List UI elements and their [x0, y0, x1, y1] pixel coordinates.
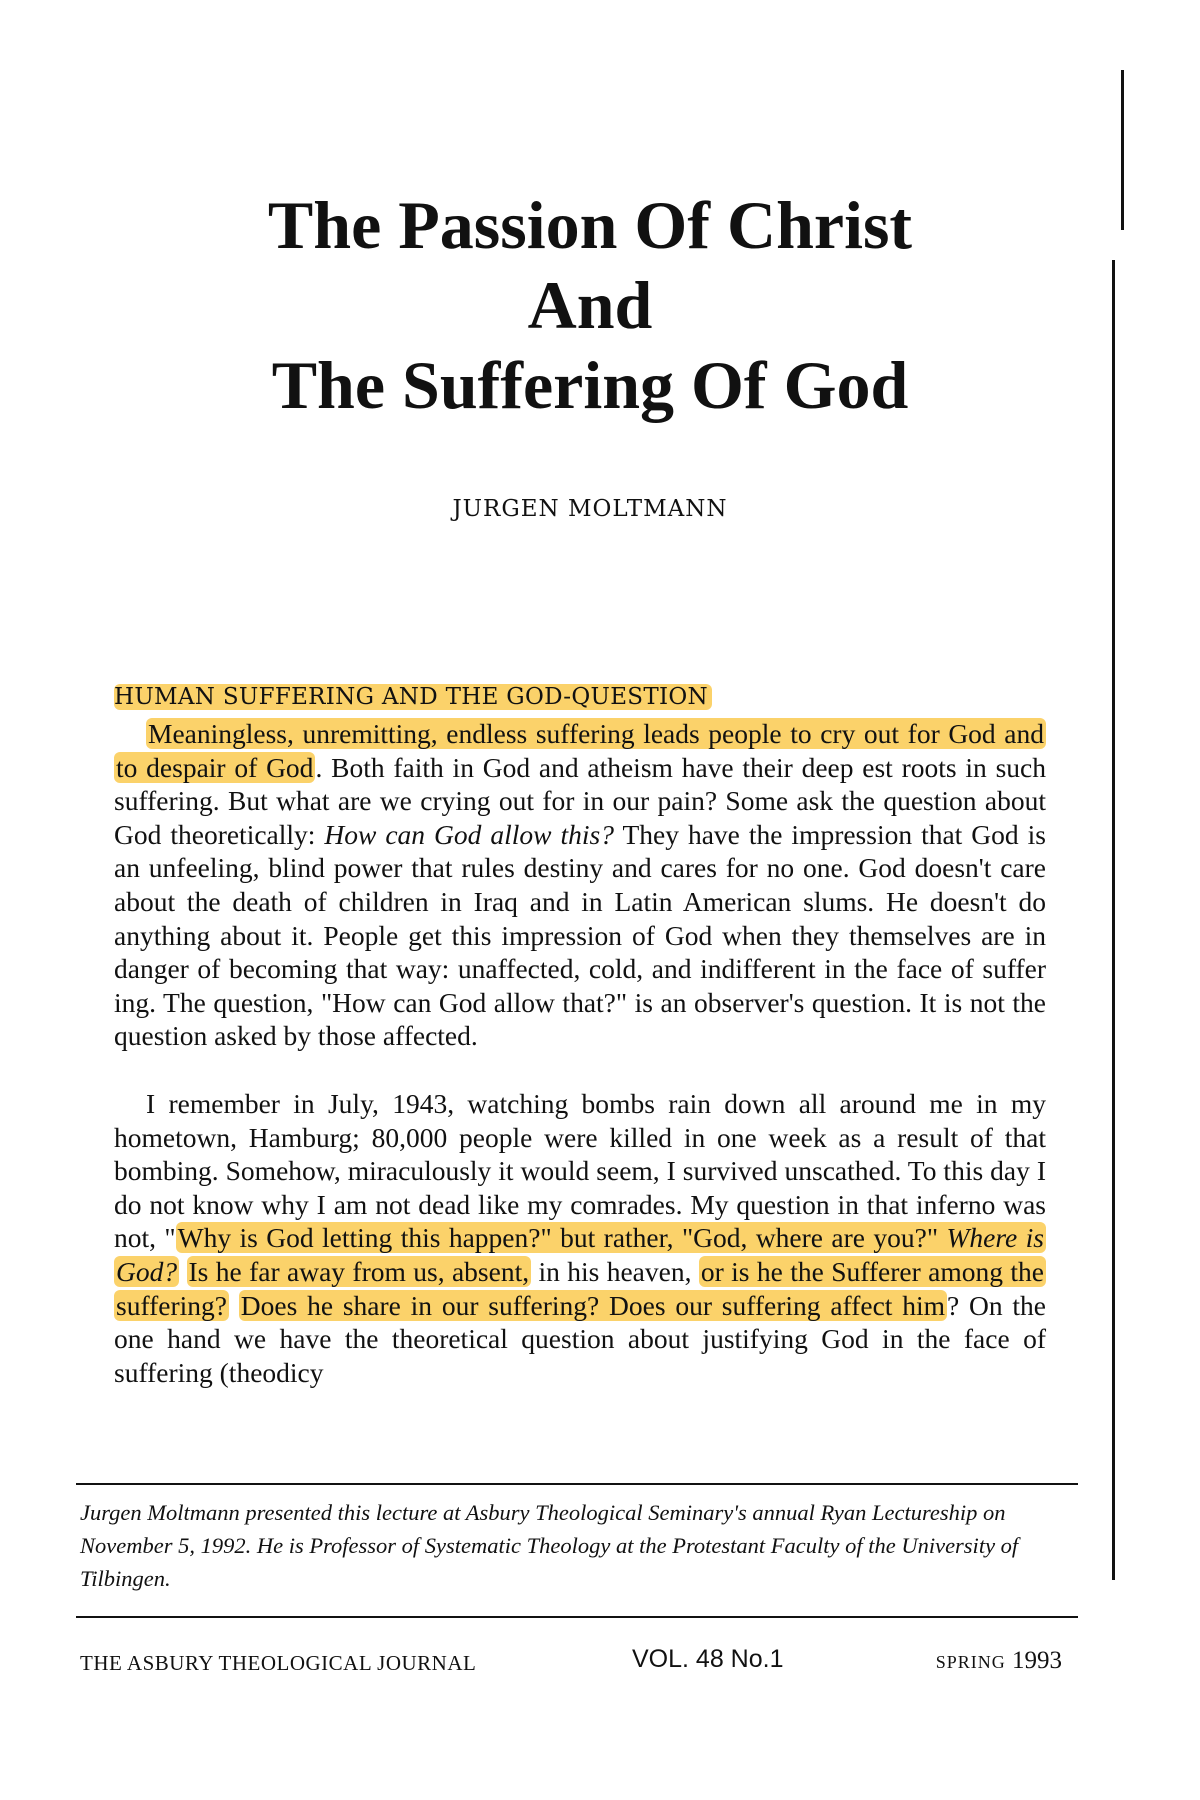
- footnote-divider-bottom: [76, 1616, 1078, 1618]
- paragraph-2-space-2: [229, 1290, 239, 1321]
- body-paragraph-2: [114, 1087, 1046, 1389]
- paragraph-2-text-c: ? On the one hand we have the theoretical question about justifying God in the face of suffering (theodicy: [114, 1289, 1046, 1388]
- paragraph-1-text-b: They have the impression that God is an unfeeling, blind power that rules destiny and cares for no one. God doesn't care about the death of children in Iraq and in Latin American slums. He doesn't do anything about it. People get this impression of God when they themselves are in danger of becoming that way: unaffected, cold, and indifferent in the face of suffer ing. The question, "How can God allow that?" is an observer's question. It is not the question asked by those affected.: [114, 818, 1046, 1052]
- author-footnote: Jurgen Moltmann presented this lecture at Asbury Theological Seminary's annual Ryan Lectureship on November 5, 1992. He is Professor of Systematic Theology at the Protestant Faculty of the University of Tilbingen.: [80, 1500, 1019, 1591]
- paragraph-1-italic: How can God allow this?: [324, 818, 614, 850]
- highlight-2-italic: Where is God?: [116, 1222, 1044, 1287]
- journal-volume: VOL. 48 No.1: [632, 1645, 784, 1673]
- paragraph-2-space-1: [179, 1256, 186, 1287]
- paragraph-2-text-b: in his heaven,: [531, 1255, 699, 1287]
- article-title: [110, 185, 1070, 425]
- journal-season: SPRING: [935, 1652, 1006, 1672]
- journal-footer: [80, 1645, 1062, 1679]
- highlight-3: Is he far away from us, absent,: [188, 1255, 530, 1287]
- title-line-2: And: [527, 267, 653, 343]
- journal-date: [936, 1647, 1062, 1675]
- body-paragraph-1: [114, 717, 1046, 1053]
- author-name: JURGEN MOLTMANN: [452, 496, 728, 522]
- journal-year: 1993: [1012, 1647, 1062, 1674]
- highlight-4: or is he the Sufferer among the suffering?: [116, 1255, 1044, 1321]
- footnote-divider-top: [76, 1483, 1078, 1485]
- title-line-1: The Passion Of Christ: [267, 187, 913, 263]
- highlight-1: Meaningless, unremitting, endless suffering leads people to cry out for God and to despair of God: [116, 718, 1044, 783]
- highlight-2-text: Why is God letting this happen?" but rather, "God, where are you?": [177, 1222, 947, 1254]
- paragraph-2-text-a: I remember in July, 1943, watching bombs rain down all around me in my hometown, Hamburg; 80,000 people were killed in one week as a result of that bombing. Somehow, miraculously it would seem, I survived unscathed. To this day I do not know why I am not dead like my comrades. My question in that inferno was not, ": [114, 1088, 1046, 1254]
- highlight-5: Does he share in our suffering? Does our suffering affect him: [240, 1289, 945, 1321]
- paragraph-1-text-a: . Both faith in God and atheism have their deep est roots in such suffering. But what are we crying out for in our pain? Some ask the question about God theoretically:: [114, 751, 1046, 850]
- section-heading: HUMAN SUFFERING AND THE GOD-QUESTION: [114, 684, 712, 710]
- title-line-3: The Suffering Of God: [271, 347, 909, 423]
- page-edge-line-top: [1121, 70, 1124, 230]
- page-edge-line-bottom: [1112, 260, 1115, 1580]
- journal-name: THE ASBURY THEOLOGICAL JOURNAL: [80, 1651, 477, 1675]
